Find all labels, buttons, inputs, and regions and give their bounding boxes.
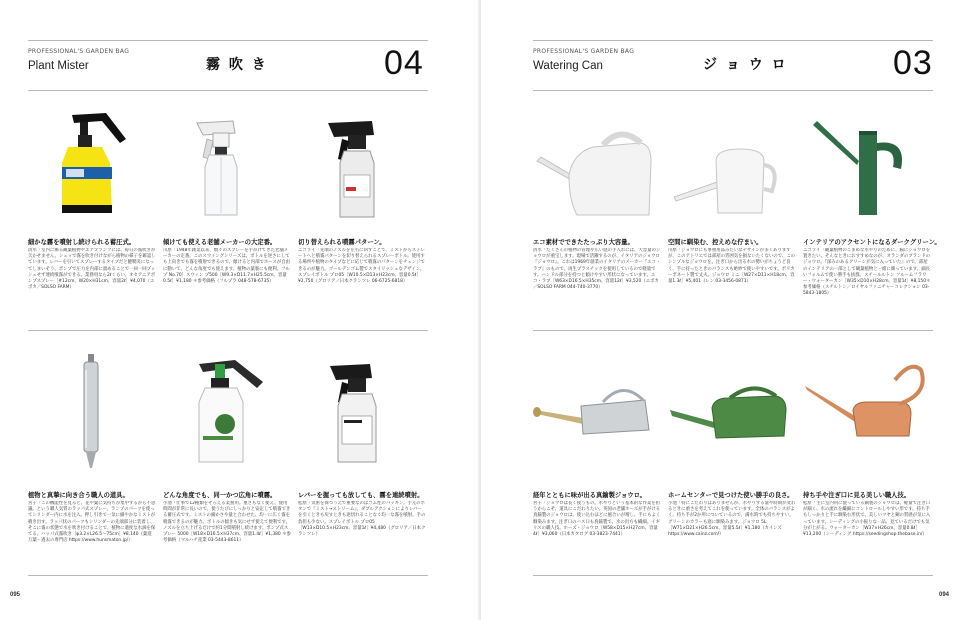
white-compact-watering-can-image: [668, 105, 796, 230]
row-divider: [533, 330, 933, 331]
section-header-plant-mister: [28, 44, 428, 82]
header-top-rule: [28, 40, 428, 41]
product-description: 小池「特にこだわりはありませんが、水やりする量や時期が変わるときに重さを考えてこれを使っています。全体のバランスがよく、持ち手が2か所についているので、満水時でも持ちやすい。グリーンのカラーも庭に馴染みます。ジョウロ 5L［W71×D21×H26.5cm、容量5.5ℓ］¥1,180（カインズ https://www.cainz.com/）: [668, 501, 796, 538]
product-headline: 細かな霧を噴射し続けられる蓄圧式。: [28, 239, 136, 246]
black-trigger-sprayer-image: [298, 350, 426, 475]
right-page: [481, 0, 962, 620]
product-description: 清水「室内に飾る観葉植物やエアプランツには、毎日の霧吹きが欠かせません。シュッで霧を吹き付けながら植物の様子を確認しています。レバーを引いてスプレーするタイプだと腱鞘炎になってしまいそう。ポンプで圧力を内部に溜めることで一回一回プッシュせず連続噴霧ができる。業務用なら2ℓくらい。オセアニアポンプスプレー［#12cm、W20×H31cm、容量2ℓ］¥4,070（エポカ／SOLSO FARM）: [28, 248, 156, 291]
product-description: 川原「1948年創業以来、数々のスプレーを手がけてきた老舗メーカーの定番。このスウィングシリーズは、ボトルを逆さにしても上向きでも霧を噴射できるので、傾けると内部でホースが自由に動いて、どんな角度でも使えます。植物の葉裏にも便利。フルプ No.70］スウィン プ500［W9.3×D11.7×H25.5cm、容量0.5ℓ］¥1,180 ＊参考価格（フルプラ 048-578-6735）: [163, 248, 291, 285]
product-headline: 経年とともに味が出る真鍮製ジョウロ。: [533, 492, 646, 499]
section-title-jp: 霧 吹 き: [206, 57, 268, 73]
header-bottom-rule: [533, 90, 933, 91]
green-pump-sprayer-image: [163, 350, 291, 475]
page-number: 095: [10, 592, 21, 598]
trigger-sprayer-clear-image: [163, 105, 291, 230]
product-description: 川原「ジョウロにも事務用品みたいなデザインが多くありますが、このアトリエでは部屋の雰囲気を損ないたくないので、このシンプルなジョウロを。注ぎ口から出る水の勢いがちょうど良く、手に持ったときのバランスも絶妙で使いやすいです。ポリカーボネート製で丈夫。ジョウロ ミニ［W27×D11×H18cm、容量1.3ℓ］¥5,401（レン 03-3456-0871）: [668, 248, 796, 285]
black-sprayer-image: [298, 105, 426, 230]
galvanized-watering-can-image: [533, 350, 661, 475]
product-description: 小池「仕事で12種類をそろえる業務用。重さもなく使え、使用時間が非常に長いので、使うたびにしっかりと安定して噴霧できる蓄圧式です。ミストの細かさや量と合わせた、均一に広く霧を噴霧できるのが魅力。ボトルの傾きも気にせず使えて便利です。ノズルを立ち上げるだけで約1分間噴射し続けます。ポンプ式スプレー 5000［W18×D16.5×H37cm、容量1.4ℓ］¥1,380 ＊参考価格（マルハチ産業 03-5443-8611）: [163, 501, 291, 544]
product-headline: 植物と真摯に向き合う職人の道具。: [28, 492, 129, 499]
product-description: 清水「たくさんの植物の管理や広い庭の手入れには、大容量のジョウロが重宝します。現場で活躍するのが、イタリアのジョウロ『ジョウロ』。これは1969年創業のイタリアのメーカー『エコ・ラブ』のもので、再生プラスチックを使用しているので軽量です。ハンドル部分を持つと傾けやすい形状になっています。エコ・ラブ［W63×D16.5×H35cm、容量12ℓ］¥3,520（エポカ／SOLSO FARM 044-740-3770）: [533, 248, 661, 291]
pump-sprayer-image: [28, 105, 156, 230]
copper-watering-can-image: [803, 350, 931, 475]
row-divider: [28, 330, 428, 331]
product-headline: 傾けても使える老舗メーカーの大定番。: [163, 239, 277, 246]
section-title-jp: ジ ョ ウ ロ: [703, 57, 788, 73]
section-title-en: Plant Mister: [28, 60, 89, 72]
page-number: 094: [939, 592, 950, 598]
header-bottom-rule: [28, 90, 428, 91]
section-header-watering-can: [533, 44, 933, 82]
section-number: 03: [893, 44, 933, 82]
footer-rule: [28, 575, 428, 576]
section-kicker: PROFESSIONAL'S GARDEN BAG: [28, 48, 130, 55]
green-plastic-watering-can-image: [668, 350, 796, 475]
product-headline: 空間に馴染む、控えめな佇まい。: [668, 239, 763, 246]
product-headline: ホームセンターで見つけた使い勝手の良さ。: [668, 492, 794, 499]
header-top-rule: [533, 40, 933, 41]
brass-cylinder-mister-image: [28, 350, 156, 475]
product-description: ニコライ「先端のノズルを左右に回すことで、ミストからストレートへと噴霧パターンを切り替えられるスプレーボトル。使用する場所や植物のタイプなどに応じて噴霧のパターンをチェンジできるのが魅力。ゴールデンゴム製でスタイリッシュなデザイン。スプレイボトル プロ05［W10.5×D13×H23cm、容量0.5ℓ］¥2,750（グロリア／日本クランツレ 06-6725-6818）: [298, 248, 425, 285]
white-watering-can-image: [533, 105, 661, 230]
section-kicker: PROFESSIONAL'S GARDEN BAG: [533, 48, 635, 55]
footer-rule: [533, 575, 933, 576]
product-headline: エコ素材でできたたっぷり大容量。: [533, 239, 634, 246]
product-headline: 持ち手や注ぎ口に見る美しい職人技。: [803, 492, 911, 499]
product-headline: 切り替えられる噴霧パターン。: [298, 239, 386, 246]
section-number: 04: [384, 44, 424, 82]
product-description: 宮子「ジョウロは長く使うもの。水やりという基本的な作業を担うからこそ、道具にこだわりたい。英国の老舗ホーズが手がける真鍮製のジョウロは、使い込むほどに風合いが増し、手にもよく馴染みます。注ぎ口のハス口も真鍮製で、水の出方も繊細。イギリスの職人技。ホーズ・ジョウロ［W58×D15×H27cm、容量4ℓ］¥3,060（日本カタログ 03-3823-7441）: [533, 501, 661, 538]
product-description: 松原「主に室内用に使っている銅製のジョウロは、軽量で注ぎ口が細く、水の流れを繊細にコントロールしやすい形です。持ち手もしっかりと手に馴染む形状で、美しいツヤと銅の質感が気に入っています。シーディングの小振りな一品。見ているだけでも気分が上がる。ウォーターカン［W37×H26cm、容量0.8ℓ］¥13,200（シーディング https://seedingshop.thebase.in/）: [803, 501, 931, 538]
product-headline: レバーを握っても放しても、霧を連続噴射。: [298, 492, 424, 499]
section-title-en: Watering Can: [533, 60, 603, 72]
product-description: ニコライ「観葉植物のこまめな水やりのために、脇にジョウロを置きたい。そんなときにおすすめなのが、オランダのブランドのジョウロ。『深みのあるグリーンが気に入っていた』ので。部屋のインテリアの一部として観葉植物と一緒に飾っています。細長いフォルムで使い勝手も抜群。スチールルトン フルームフラワー・ウォーターカン［W35×D10×H28cm、容量1ℓ］¥8,150＊参考価格（スチルトン／ロイヤルファニチャーコレクション 03-5843-1805）: [803, 248, 931, 297]
product-headline: インテリアのアクセントになるダークグリーン。: [803, 239, 941, 246]
product-description: 宮子「この機能性を見ると、花や葉に気持ちが集中するから不思議。という職人気質のラッパ式スプレー。ランプのパーツを使ってシリンダー内に水を注入。押し引きで一気に細やかなミストが噴き出す。ラッパ状のパーツもシリンダーの先端部分に装着し、そこに霧の状態で水を吹き付けることで、植物に適度な水滴を保てる。ハッパ式霧吹き［φ3.2×L26.5〜75cm］¥8,140（葉遊 万葉・過去の専門店 https://www.hunsmaton.jp/）: [28, 501, 156, 544]
product-headline: どんな角度でも、同一かつ広角に噴霧。: [163, 492, 277, 499]
product-description: 松原「気密を保つうえで重要なのはゴム性のパッキン。手元のボタンで『ミスト→ストリーム』、ダブルアクションによりレバーを引くときも戻すときも途切れることなく均一な霧を噴射。手の負担も少ない。スプレイボトル プロ05［W13×D10.5×H23cm、容量1ℓ］¥4,480（グロリア／日本クランツレ）: [298, 501, 426, 538]
dark-green-watering-can-image: [803, 105, 931, 230]
